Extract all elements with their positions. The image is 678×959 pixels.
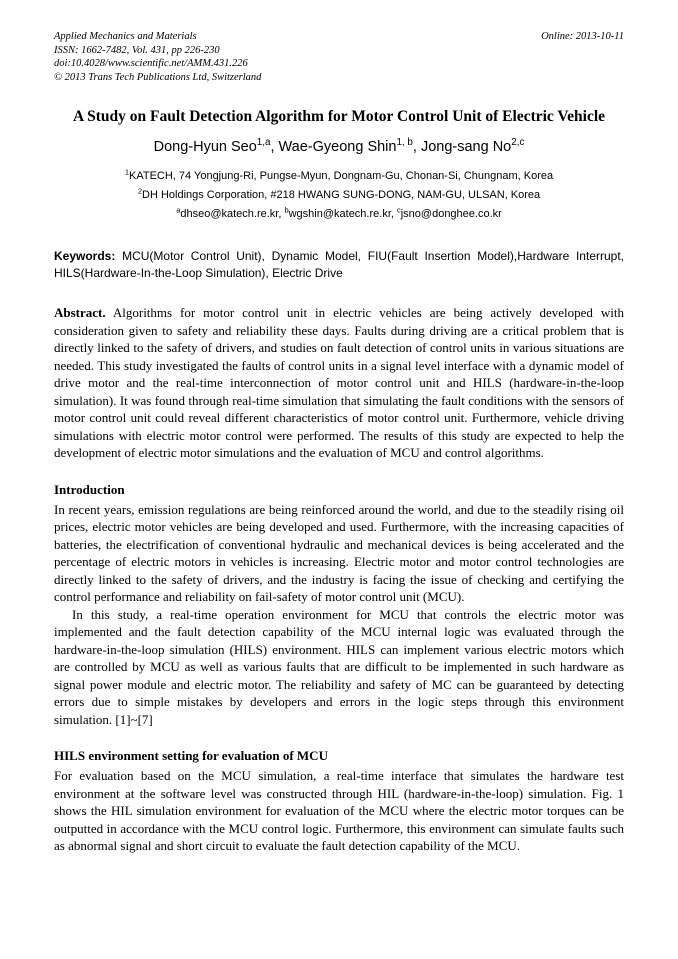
doi-line: doi:10.4028/www.scientific.net/AMM.431.226	[54, 58, 248, 69]
author-emails	[54, 205, 624, 224]
header-top-row	[54, 30, 624, 44]
keywords-label: Keywords:	[54, 249, 116, 263]
copyright-line: © 2013 Trans Tech Publications Ltd, Switzerland	[54, 71, 262, 83]
email-b: wgshin@katech.re.kr,	[288, 208, 397, 220]
abstract-label: Abstract.	[54, 305, 106, 320]
section-0-paragraph-1: In this study, a real-time operation environment for MCU that controls the electric motor was implemented and the fault detection capability of the MCU internal logic was evaluated through the hardware-in-the-loop simulation (HILS) environment. HILS can implement various electric motors which are controlled by MCU as well as various faults that are difficult to be implemented in such hardware as signal power module and electric motor. The reliability and safety of MC can be guaranteed by detecting errors due to simple mistakes by developers and errors in the logic steps through this environment simulation. [1]~[7]	[54, 606, 624, 727]
section-heading-hils-environment: HILS environment setting for evaluation of MCU	[54, 748, 328, 763]
abstract-text: Algorithms for motor control unit in electric vehicles are being actively developed with consideration given to safety and reliability these days. Faults during driving are a critical problem that is directly linked to the safety of drivers, and studies on fault detection of control units in various situations are needed. This study investigated the faults of control units in a signal level interface with a dynamic model of drive motor and the real-time interconnection of motor control unit and HILS (hardware-in-the-loop simulation). It was found through real-time simulation that simulating the fault conditions with the sensors of motor control unit could reveal different characteristics of motor control unit. Furthermore, vehicle driving simulations with electric motor control were performed. The results of this study are expected to help the development of electric motor simulations and the evaluation of MCU and control algorithms.	[54, 305, 624, 460]
email-b-sup: b	[284, 205, 289, 215]
author-list	[54, 137, 624, 157]
author-3-name: , Jong-sang No	[412, 139, 512, 155]
affiliation-2-sup: 2	[137, 186, 142, 196]
section-1-paragraph-0: For evaluation based on the MCU simulation, a real-time interface that simulates the hardware test environment at the software level was constructed through HIL (hardware-in-the-loop) simulation. Fig. 1 shows the HIL simulation environment for evaluation of the MCU where the electric motor torques can be outputted in accordance with the MCU control logic. Furthermore, this environment can simulate faults such as abnormal signal and short circuit to evaluate the fault detection capability of the MCU.	[54, 768, 624, 853]
email-c-sup: c	[397, 205, 401, 215]
section-0-paragraph-0: In recent years, emission regulations are being reinforced around the world, and due to the steadily rising oil prices, electric motor vehicles are being developed and used. Furthermore, with the increasing capacities of batteries, the electrification of conventional hydraulic and mechanical devices is being accelerated and the percentage of electric motors in vehicles is increasing. Electric motor and motor control technologies are directly linked to the safety of drivers, and the industry is facing the issue of checking and certifying the control performance and reliability on fail-safety of motor control unit (MCU).	[54, 501, 624, 604]
author-3-sup: 2,c	[511, 137, 525, 149]
affiliation-1-sup: 1	[124, 167, 129, 177]
issn-line: ISSN: 1662-7482, Vol. 431, pp 226-230	[54, 44, 220, 56]
keywords-text: MCU(Motor Control Unit), Dynamic Model, FIU(Fault Insertion Model),Hardware Interrupt, HILS(Hardware-In-the-Loop Simulation), Electric Drive	[54, 249, 624, 280]
affiliation-2	[54, 186, 624, 205]
journal-name: Applied Mechanics and Materials	[54, 31, 197, 42]
affiliation-2-text: DH Holdings Corporation, #218 HWANG SUNG-DONG, NAM-GU, ULSAN, Korea	[142, 189, 541, 201]
online-date: Online: 2013-10-11	[541, 31, 624, 42]
page-title: A Study on Fault Detection Algorithm for Motor Control Unit of Electric Vehicle	[72, 108, 606, 125]
page-header	[54, 30, 624, 84]
affiliation-1-text: KATECH, 74 Yongjung-Ri, Pungse-Myun, Dongnam-Gu, Chonan-Si, Chungnam, Korea	[129, 170, 554, 182]
section-heading-introduction: Introduction	[54, 481, 125, 497]
author-2-name: , Wae-Gyeong Shin	[270, 139, 397, 155]
email-a: dhseo@katech.re.kr,	[180, 208, 285, 220]
abstract-block	[54, 304, 624, 462]
affiliation-1	[54, 167, 624, 186]
author-1-name: Dong-Hyun Seo	[153, 139, 257, 155]
author-2-sup: 1, b	[396, 137, 413, 149]
author-1-sup: 1,a	[256, 137, 271, 149]
email-a-sup: a	[176, 205, 181, 215]
keywords-block	[54, 248, 624, 282]
email-c: jsno@donghee.co.kr	[400, 208, 502, 220]
